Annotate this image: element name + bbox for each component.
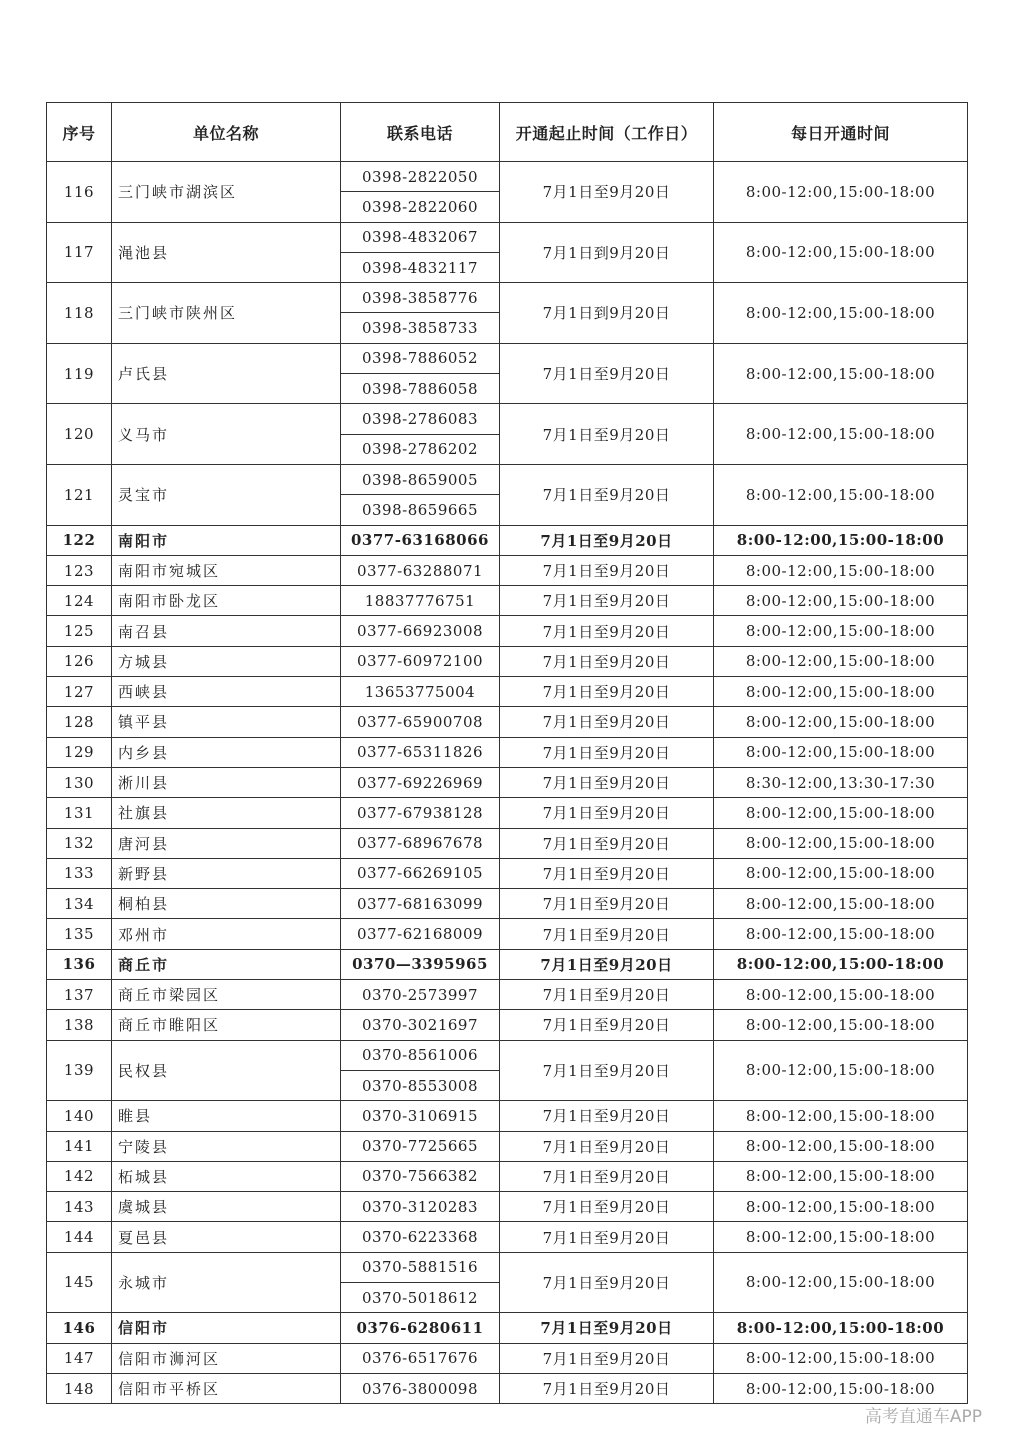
phone-number: 0370-3120283 bbox=[341, 1192, 500, 1222]
phone-number: 0398-7886058 bbox=[341, 374, 500, 404]
open-period: 7月1日至9月20日 bbox=[500, 162, 714, 223]
unit-name: 义马市 bbox=[112, 404, 341, 465]
phone-number: 0377-65311826 bbox=[341, 737, 500, 767]
row-index: 121 bbox=[47, 464, 112, 525]
open-period: 7月1日至9月20日 bbox=[500, 464, 714, 525]
phone-number: 0370-5018612 bbox=[341, 1282, 500, 1312]
open-period: 7月1日至9月20日 bbox=[500, 949, 714, 979]
open-period: 7月1日到9月20日 bbox=[500, 222, 714, 283]
row-index: 145 bbox=[47, 1252, 112, 1313]
row-index: 128 bbox=[47, 707, 112, 737]
unit-name: 信阳市浉河区 bbox=[112, 1343, 341, 1373]
row-index: 144 bbox=[47, 1222, 112, 1252]
table-row bbox=[47, 889, 968, 919]
daily-hours: 8:00-12:00,15:00-18:00 bbox=[714, 828, 968, 858]
unit-name: 民权县 bbox=[112, 1040, 341, 1101]
open-period: 7月1日至9月20日 bbox=[500, 767, 714, 797]
phone-number: 0370—3395965 bbox=[341, 949, 500, 979]
row-index: 134 bbox=[47, 889, 112, 919]
daily-hours: 8:00-12:00,15:00-18:00 bbox=[714, 677, 968, 707]
table-row bbox=[47, 1131, 968, 1161]
unit-name: 南阳市宛城区 bbox=[112, 555, 341, 585]
phone-number: 0398-8659005 bbox=[341, 464, 500, 494]
phone-number: 0377-60972100 bbox=[341, 646, 500, 676]
open-period: 7月1日至9月20日 bbox=[500, 586, 714, 616]
phone-number: 0377-68967678 bbox=[341, 828, 500, 858]
daily-hours: 8:00-12:00,15:00-18:00 bbox=[714, 737, 968, 767]
open-period: 7月1日至9月20日 bbox=[500, 1222, 714, 1252]
unit-name: 唐河县 bbox=[112, 828, 341, 858]
table-row bbox=[47, 464, 968, 494]
unit-name: 柘城县 bbox=[112, 1161, 341, 1191]
open-period: 7月1日至9月20日 bbox=[500, 1252, 714, 1313]
daily-hours: 8:00-12:00,15:00-18:00 bbox=[714, 525, 968, 555]
row-index: 129 bbox=[47, 737, 112, 767]
phone-number: 0398-8659665 bbox=[341, 495, 500, 525]
table-row bbox=[47, 1373, 968, 1403]
watermark: 高考直通车APP bbox=[864, 1407, 982, 1427]
daily-hours: 8:00-12:00,15:00-18:00 bbox=[714, 283, 968, 344]
unit-name: 三门峡市湖滨区 bbox=[112, 162, 341, 223]
table-row bbox=[47, 1252, 968, 1282]
row-index: 135 bbox=[47, 919, 112, 949]
row-index: 116 bbox=[47, 162, 112, 223]
row-index: 119 bbox=[47, 343, 112, 404]
open-period: 7月1日至9月20日 bbox=[500, 980, 714, 1010]
open-period: 7月1日至9月20日 bbox=[500, 1010, 714, 1040]
unit-name: 内乡县 bbox=[112, 737, 341, 767]
phone-number: 0370-3021697 bbox=[341, 1010, 500, 1040]
daily-hours: 8:00-12:00,15:00-18:00 bbox=[714, 1313, 968, 1343]
unit-name: 三门峡市陕州区 bbox=[112, 283, 341, 344]
daily-hours: 8:00-12:00,15:00-18:00 bbox=[714, 616, 968, 646]
row-index: 142 bbox=[47, 1161, 112, 1191]
daily-hours: 8:00-12:00,15:00-18:00 bbox=[714, 586, 968, 616]
phone-number: 0398-2786202 bbox=[341, 434, 500, 464]
table-row bbox=[47, 555, 968, 585]
phone-number: 0398-3858733 bbox=[341, 313, 500, 343]
unit-name: 邓州市 bbox=[112, 919, 341, 949]
row-index: 130 bbox=[47, 767, 112, 797]
unit-name: 信阳市 bbox=[112, 1313, 341, 1343]
unit-name: 宁陵县 bbox=[112, 1131, 341, 1161]
table-row bbox=[47, 949, 968, 979]
unit-name: 南阳市 bbox=[112, 525, 341, 555]
unit-name: 永城市 bbox=[112, 1252, 341, 1313]
row-index: 141 bbox=[47, 1131, 112, 1161]
row-index: 117 bbox=[47, 222, 112, 283]
unit-name: 南阳市卧龙区 bbox=[112, 586, 341, 616]
table-row bbox=[47, 646, 968, 676]
row-index: 138 bbox=[47, 1010, 112, 1040]
daily-hours: 8:00-12:00,15:00-18:00 bbox=[714, 919, 968, 949]
phone-number: 0377-63168066 bbox=[341, 525, 500, 555]
daily-hours: 8:00-12:00,15:00-18:00 bbox=[714, 980, 968, 1010]
daily-hours: 8:00-12:00,15:00-18:00 bbox=[714, 464, 968, 525]
row-index: 125 bbox=[47, 616, 112, 646]
phone-number: 0377-63288071 bbox=[341, 555, 500, 585]
daily-hours: 8:00-12:00,15:00-18:00 bbox=[714, 1040, 968, 1101]
phone-number: 13653775004 bbox=[341, 677, 500, 707]
daily-hours: 8:00-12:00,15:00-18:00 bbox=[714, 1343, 968, 1373]
table-row bbox=[47, 677, 968, 707]
row-index: 143 bbox=[47, 1192, 112, 1222]
daily-hours: 8:00-12:00,15:00-18:00 bbox=[714, 555, 968, 585]
header-unit-name: 单位名称 bbox=[112, 103, 341, 162]
open-period: 7月1日至9月20日 bbox=[500, 828, 714, 858]
open-period: 7月1日至9月20日 bbox=[500, 677, 714, 707]
unit-name: 镇平县 bbox=[112, 707, 341, 737]
table-row bbox=[47, 707, 968, 737]
daily-hours: 8:00-12:00,15:00-18:00 bbox=[714, 949, 968, 979]
phone-number: 0370-8553008 bbox=[341, 1070, 500, 1100]
unit-name: 商丘市梁园区 bbox=[112, 980, 341, 1010]
row-index: 126 bbox=[47, 646, 112, 676]
daily-hours: 8:00-12:00,15:00-18:00 bbox=[714, 1222, 968, 1252]
table-row bbox=[47, 1222, 968, 1252]
header-row bbox=[47, 103, 968, 162]
phone-number: 0377-69226969 bbox=[341, 767, 500, 797]
phone-number: 0377-65900708 bbox=[341, 707, 500, 737]
row-index: 118 bbox=[47, 283, 112, 344]
header-period: 开通起止时间（工作日） bbox=[500, 103, 714, 162]
table-row bbox=[47, 1313, 968, 1343]
row-index: 148 bbox=[47, 1373, 112, 1403]
phone-number: 0370-7566382 bbox=[341, 1161, 500, 1191]
phone-number: 0377-67938128 bbox=[341, 798, 500, 828]
daily-hours: 8:00-12:00,15:00-18:00 bbox=[714, 646, 968, 676]
phone-number: 0376-6280611 bbox=[341, 1313, 500, 1343]
table-row bbox=[47, 828, 968, 858]
daily-hours: 8:00-12:00,15:00-18:00 bbox=[714, 889, 968, 919]
unit-name: 睢县 bbox=[112, 1101, 341, 1131]
phone-number: 0376-3800098 bbox=[341, 1373, 500, 1403]
header-phone: 联系电话 bbox=[341, 103, 500, 162]
open-period: 7月1日至9月20日 bbox=[500, 646, 714, 676]
table-row bbox=[47, 283, 968, 313]
open-period: 7月1日至9月20日 bbox=[500, 1313, 714, 1343]
phone-number: 0376-6517676 bbox=[341, 1343, 500, 1373]
table-row bbox=[47, 404, 968, 434]
unit-name: 渑池县 bbox=[112, 222, 341, 283]
phone-number: 0398-2822060 bbox=[341, 192, 500, 222]
open-period: 7月1日至9月20日 bbox=[500, 1373, 714, 1403]
unit-name: 虞城县 bbox=[112, 1192, 341, 1222]
phone-number: 0370-7725665 bbox=[341, 1131, 500, 1161]
phone-number: 0398-3858776 bbox=[341, 283, 500, 313]
open-period: 7月1日到9月20日 bbox=[500, 283, 714, 344]
daily-hours: 8:00-12:00,15:00-18:00 bbox=[714, 404, 968, 465]
daily-hours: 8:00-12:00,15:00-18:00 bbox=[714, 707, 968, 737]
open-period: 7月1日至9月20日 bbox=[500, 889, 714, 919]
row-index: 146 bbox=[47, 1313, 112, 1343]
phone-number: 0377-66269105 bbox=[341, 858, 500, 888]
table-row bbox=[47, 1010, 968, 1040]
row-index: 127 bbox=[47, 677, 112, 707]
table-row bbox=[47, 343, 968, 373]
open-period: 7月1日至9月20日 bbox=[500, 858, 714, 888]
unit-name: 南召县 bbox=[112, 616, 341, 646]
table-row bbox=[47, 616, 968, 646]
table-row bbox=[47, 1040, 968, 1070]
unit-name: 商丘市睢阳区 bbox=[112, 1010, 341, 1040]
phone-number: 0370-8561006 bbox=[341, 1040, 500, 1070]
daily-hours: 8:00-12:00,15:00-18:00 bbox=[714, 222, 968, 283]
open-period: 7月1日至9月20日 bbox=[500, 1192, 714, 1222]
open-period: 7月1日至9月20日 bbox=[500, 555, 714, 585]
row-index: 122 bbox=[47, 525, 112, 555]
phone-number: 0377-68163099 bbox=[341, 889, 500, 919]
phone-number: 0370-2573997 bbox=[341, 980, 500, 1010]
daily-hours: 8:00-12:00,15:00-18:00 bbox=[714, 343, 968, 404]
phone-number: 0370-6223368 bbox=[341, 1222, 500, 1252]
open-period: 7月1日至9月20日 bbox=[500, 616, 714, 646]
open-period: 7月1日至9月20日 bbox=[500, 707, 714, 737]
phone-number: 0377-66923008 bbox=[341, 616, 500, 646]
phone-number: 0377-62168009 bbox=[341, 919, 500, 949]
table-row bbox=[47, 1161, 968, 1191]
table-row bbox=[47, 737, 968, 767]
open-period: 7月1日至9月20日 bbox=[500, 1343, 714, 1373]
daily-hours: 8:00-12:00,15:00-18:00 bbox=[714, 858, 968, 888]
open-period: 7月1日至9月20日 bbox=[500, 404, 714, 465]
phone-number: 0398-2822050 bbox=[341, 162, 500, 192]
unit-name: 夏邑县 bbox=[112, 1222, 341, 1252]
unit-name: 信阳市平桥区 bbox=[112, 1373, 341, 1403]
table-row bbox=[47, 858, 968, 888]
phone-number: 0398-4832067 bbox=[341, 222, 500, 252]
header-daily-hours: 每日开通时间 bbox=[714, 103, 968, 162]
unit-name: 西峡县 bbox=[112, 677, 341, 707]
table-row bbox=[47, 162, 968, 192]
phone-number: 0370-5881516 bbox=[341, 1252, 500, 1282]
unit-name: 淅川县 bbox=[112, 767, 341, 797]
unit-name: 商丘市 bbox=[112, 949, 341, 979]
phone-number: 0398-7886052 bbox=[341, 343, 500, 373]
open-period: 7月1日至9月20日 bbox=[500, 343, 714, 404]
table-row bbox=[47, 980, 968, 1010]
phone-number: 0398-4832117 bbox=[341, 252, 500, 282]
table-row bbox=[47, 767, 968, 797]
phone-number: 0370-3106915 bbox=[341, 1101, 500, 1131]
daily-hours: 8:00-12:00,15:00-18:00 bbox=[714, 1373, 968, 1403]
unit-name: 灵宝市 bbox=[112, 464, 341, 525]
header-index: 序号 bbox=[47, 103, 112, 162]
unit-name: 新野县 bbox=[112, 858, 341, 888]
phone-number: 18837776751 bbox=[341, 586, 500, 616]
table-row bbox=[47, 798, 968, 828]
row-index: 132 bbox=[47, 828, 112, 858]
table-row bbox=[47, 586, 968, 616]
row-index: 140 bbox=[47, 1101, 112, 1131]
table-row bbox=[47, 525, 968, 555]
daily-hours: 8:00-12:00,15:00-18:00 bbox=[714, 162, 968, 223]
open-period: 7月1日至9月20日 bbox=[500, 525, 714, 555]
row-index: 139 bbox=[47, 1040, 112, 1101]
table-row bbox=[47, 1192, 968, 1222]
open-period: 7月1日至9月20日 bbox=[500, 798, 714, 828]
row-index: 123 bbox=[47, 555, 112, 585]
row-index: 147 bbox=[47, 1343, 112, 1373]
table-row bbox=[47, 1343, 968, 1373]
row-index: 137 bbox=[47, 980, 112, 1010]
daily-hours: 8:00-12:00,15:00-18:00 bbox=[714, 1192, 968, 1222]
open-period: 7月1日至9月20日 bbox=[500, 919, 714, 949]
daily-hours: 8:00-12:00,15:00-18:00 bbox=[714, 1161, 968, 1191]
open-period: 7月1日至9月20日 bbox=[500, 1131, 714, 1161]
table-row bbox=[47, 1101, 968, 1131]
table-row bbox=[47, 919, 968, 949]
unit-name: 桐柏县 bbox=[112, 889, 341, 919]
row-index: 131 bbox=[47, 798, 112, 828]
row-index: 124 bbox=[47, 586, 112, 616]
open-period: 7月1日至9月20日 bbox=[500, 1040, 714, 1101]
daily-hours: 8:00-12:00,15:00-18:00 bbox=[714, 1131, 968, 1161]
daily-hours: 8:00-12:00,15:00-18:00 bbox=[714, 1252, 968, 1313]
table-row bbox=[47, 222, 968, 252]
row-index: 120 bbox=[47, 404, 112, 465]
unit-name: 社旗县 bbox=[112, 798, 341, 828]
open-period: 7月1日至9月20日 bbox=[500, 1101, 714, 1131]
daily-hours: 8:30-12:00,13:30-17:30 bbox=[714, 767, 968, 797]
open-period: 7月1日至9月20日 bbox=[500, 1161, 714, 1191]
row-index: 133 bbox=[47, 858, 112, 888]
row-index: 136 bbox=[47, 949, 112, 979]
daily-hours: 8:00-12:00,15:00-18:00 bbox=[714, 798, 968, 828]
daily-hours: 8:00-12:00,15:00-18:00 bbox=[714, 1101, 968, 1131]
contact-table bbox=[46, 102, 968, 1404]
unit-name: 方城县 bbox=[112, 646, 341, 676]
phone-number: 0398-2786083 bbox=[341, 404, 500, 434]
unit-name: 卢氏县 bbox=[112, 343, 341, 404]
open-period: 7月1日至9月20日 bbox=[500, 737, 714, 767]
daily-hours: 8:00-12:00,15:00-18:00 bbox=[714, 1010, 968, 1040]
